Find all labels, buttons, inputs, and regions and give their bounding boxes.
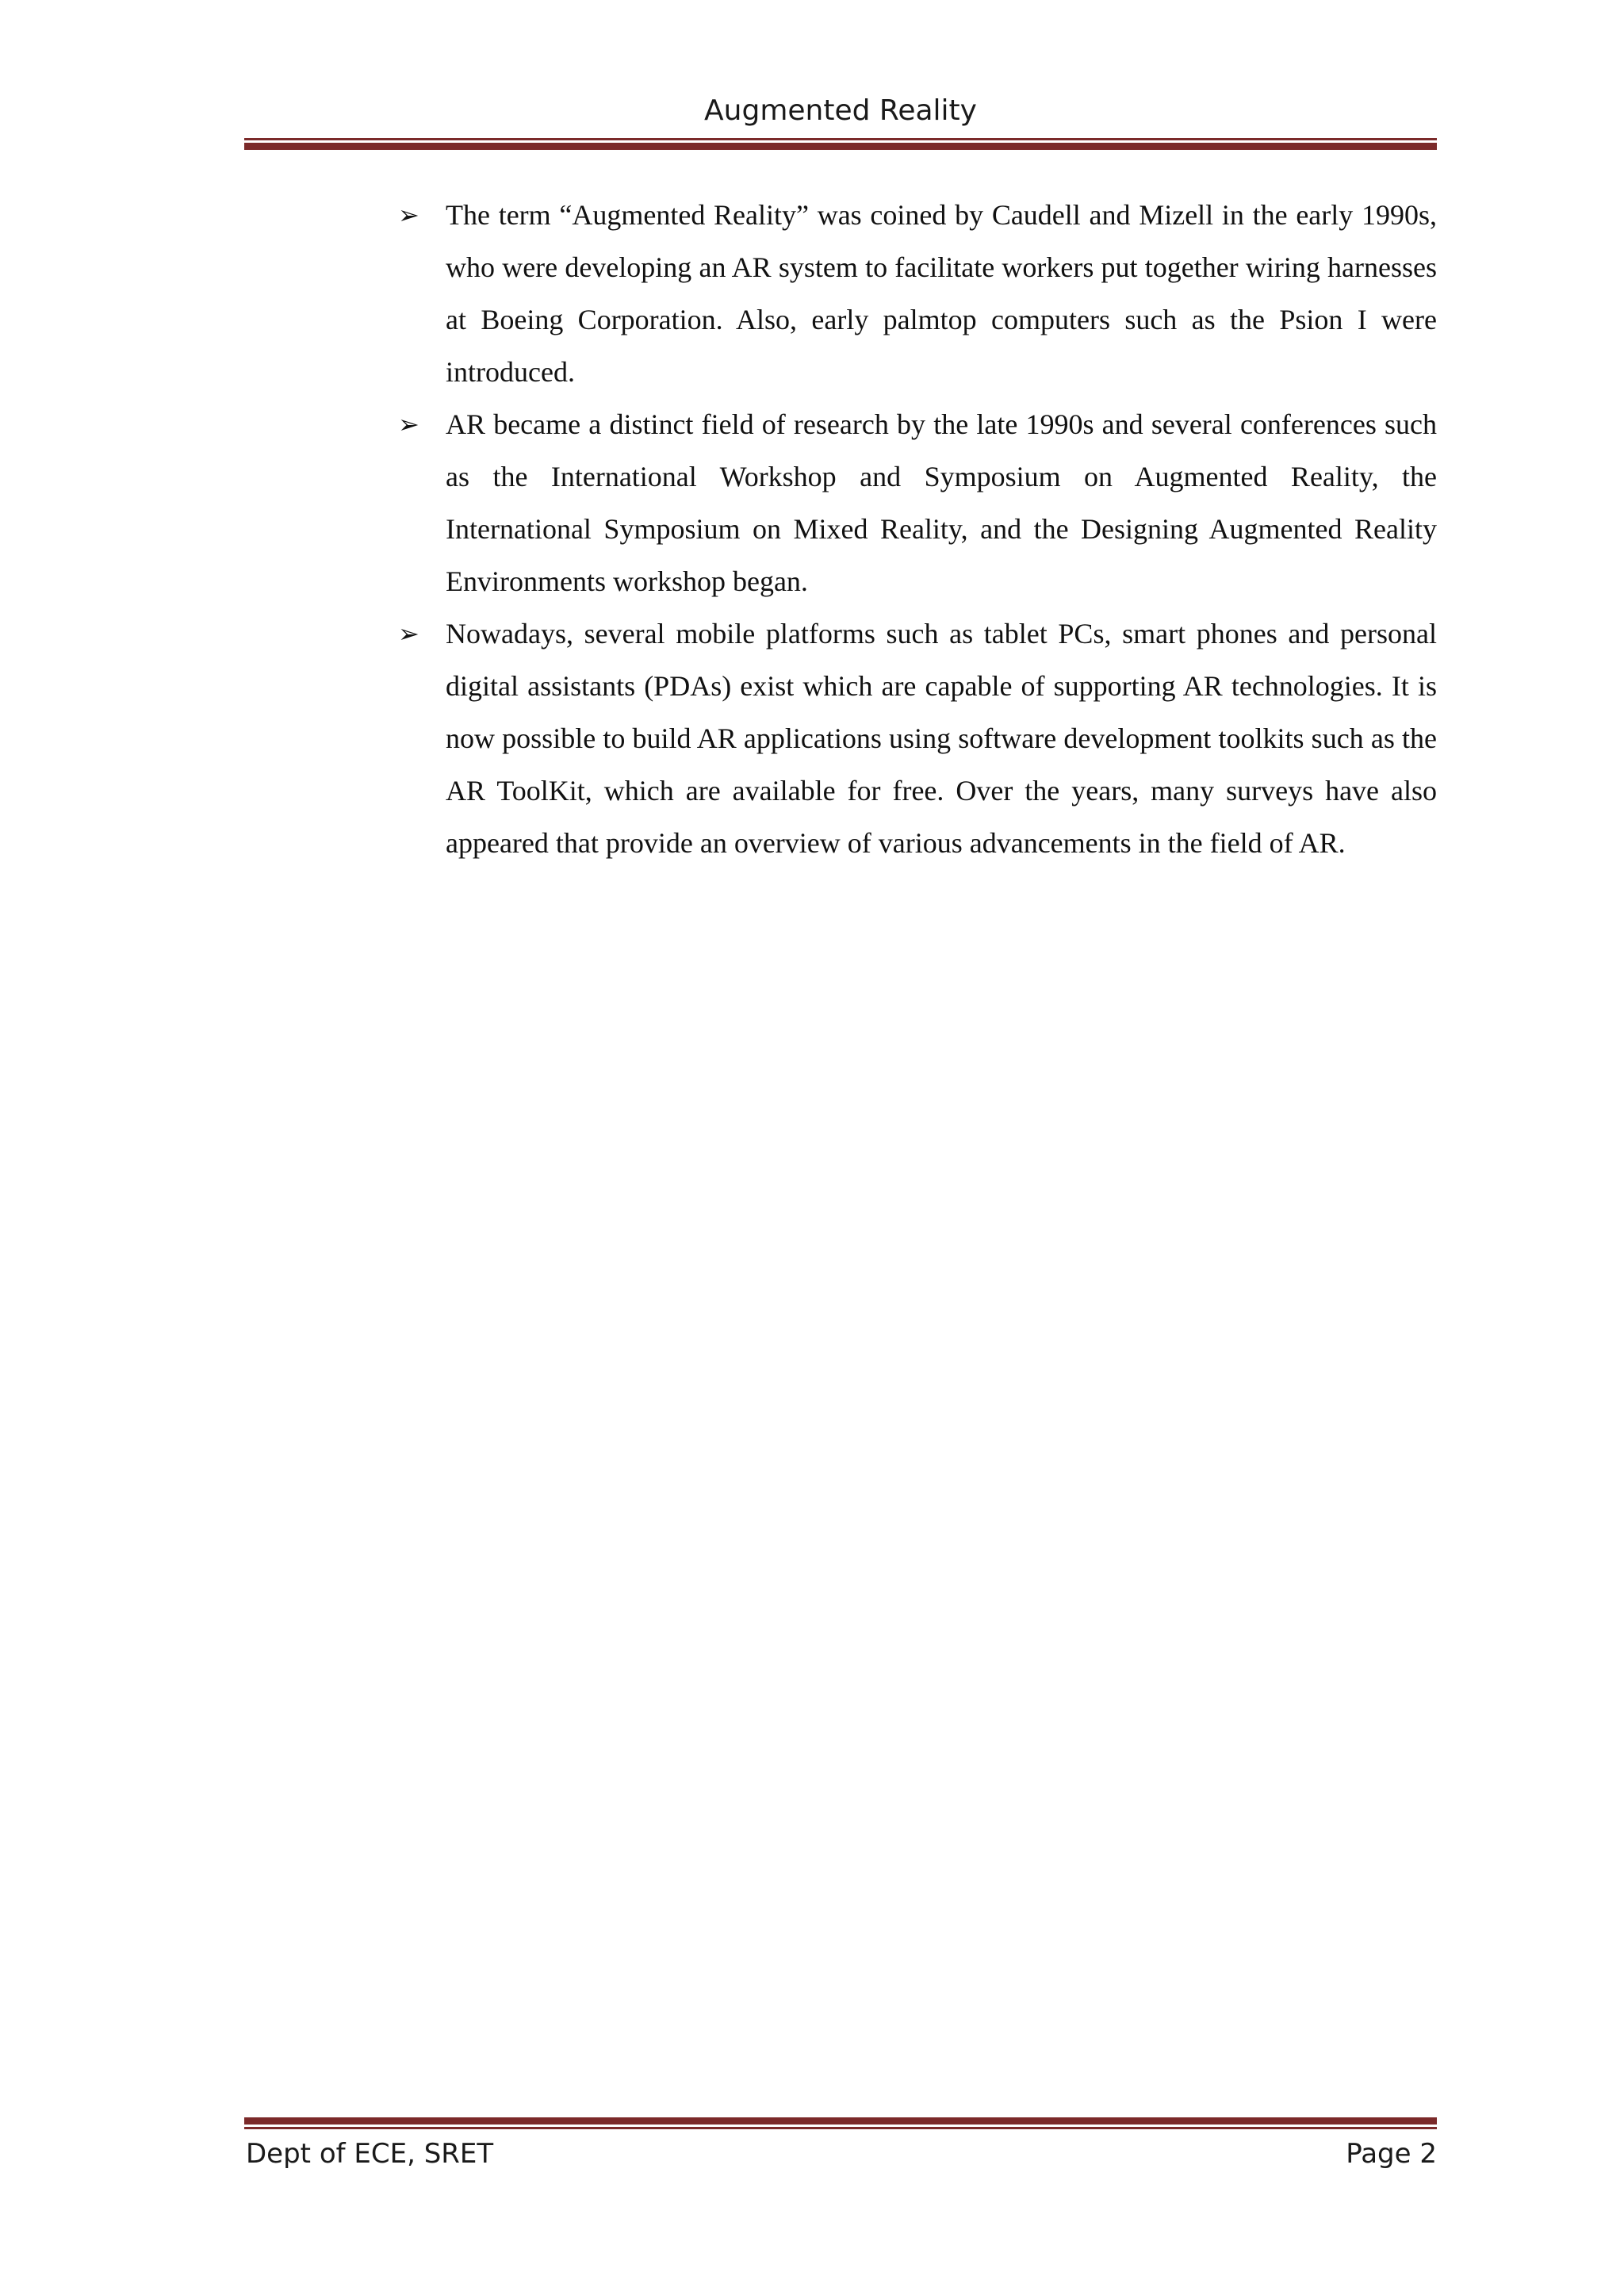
header-divider-thick-line (244, 143, 1437, 150)
arrow-bullet-icon: ➢ (398, 200, 419, 230)
bullet-item-ar-research-field (393, 398, 1437, 607)
bullet-item-mobile-platforms (393, 607, 1437, 869)
footer-divider-thin-line (244, 2127, 1437, 2129)
header-divider (244, 138, 1437, 150)
running-header-title: Augmented Reality (704, 94, 977, 127)
page-body (393, 189, 1437, 869)
bullet-list (393, 189, 1437, 869)
arrow-bullet-icon: ➢ (398, 409, 419, 439)
bullet-text: AR became a distinct field of research by the late 1990s and several conferences such as the International Workshop and Symposium on Augmented Reality, the International Symposium on Mixed Reality, and the Designing Augmented Reality Environments workshop began. (446, 408, 1437, 597)
bullet-text: Nowadays, several mobile platforms such as tablet PCs, smart phones and personal digital assistants (PDAs) exist which are capable of supporting AR technologies. It is now possible to build AR applications using software development toolkits such as the AR ToolKit, which are available for free. Over the years, many surveys have also appeared that provide an overview of various advancements in the field of AR. (446, 618, 1437, 859)
footer-divider-thick-line (244, 2117, 1437, 2125)
footer-page-number: Page 2 (1346, 2138, 1437, 2170)
bullet-text: The term “Augmented Reality” was coined by Caudell and Mizell in the early 1990s, who were developing an AR system to facilitate workers put together wiring harnesses at Boeing Corporation. Also, early palmtop computers such as the Psion I were introduced. (446, 199, 1437, 388)
arrow-bullet-icon: ➢ (398, 619, 419, 649)
footer-divider (244, 2117, 1437, 2129)
bullet-item-ar-term-origin (393, 189, 1437, 398)
footer-department: Dept of ECE, SRET (246, 2138, 494, 2170)
